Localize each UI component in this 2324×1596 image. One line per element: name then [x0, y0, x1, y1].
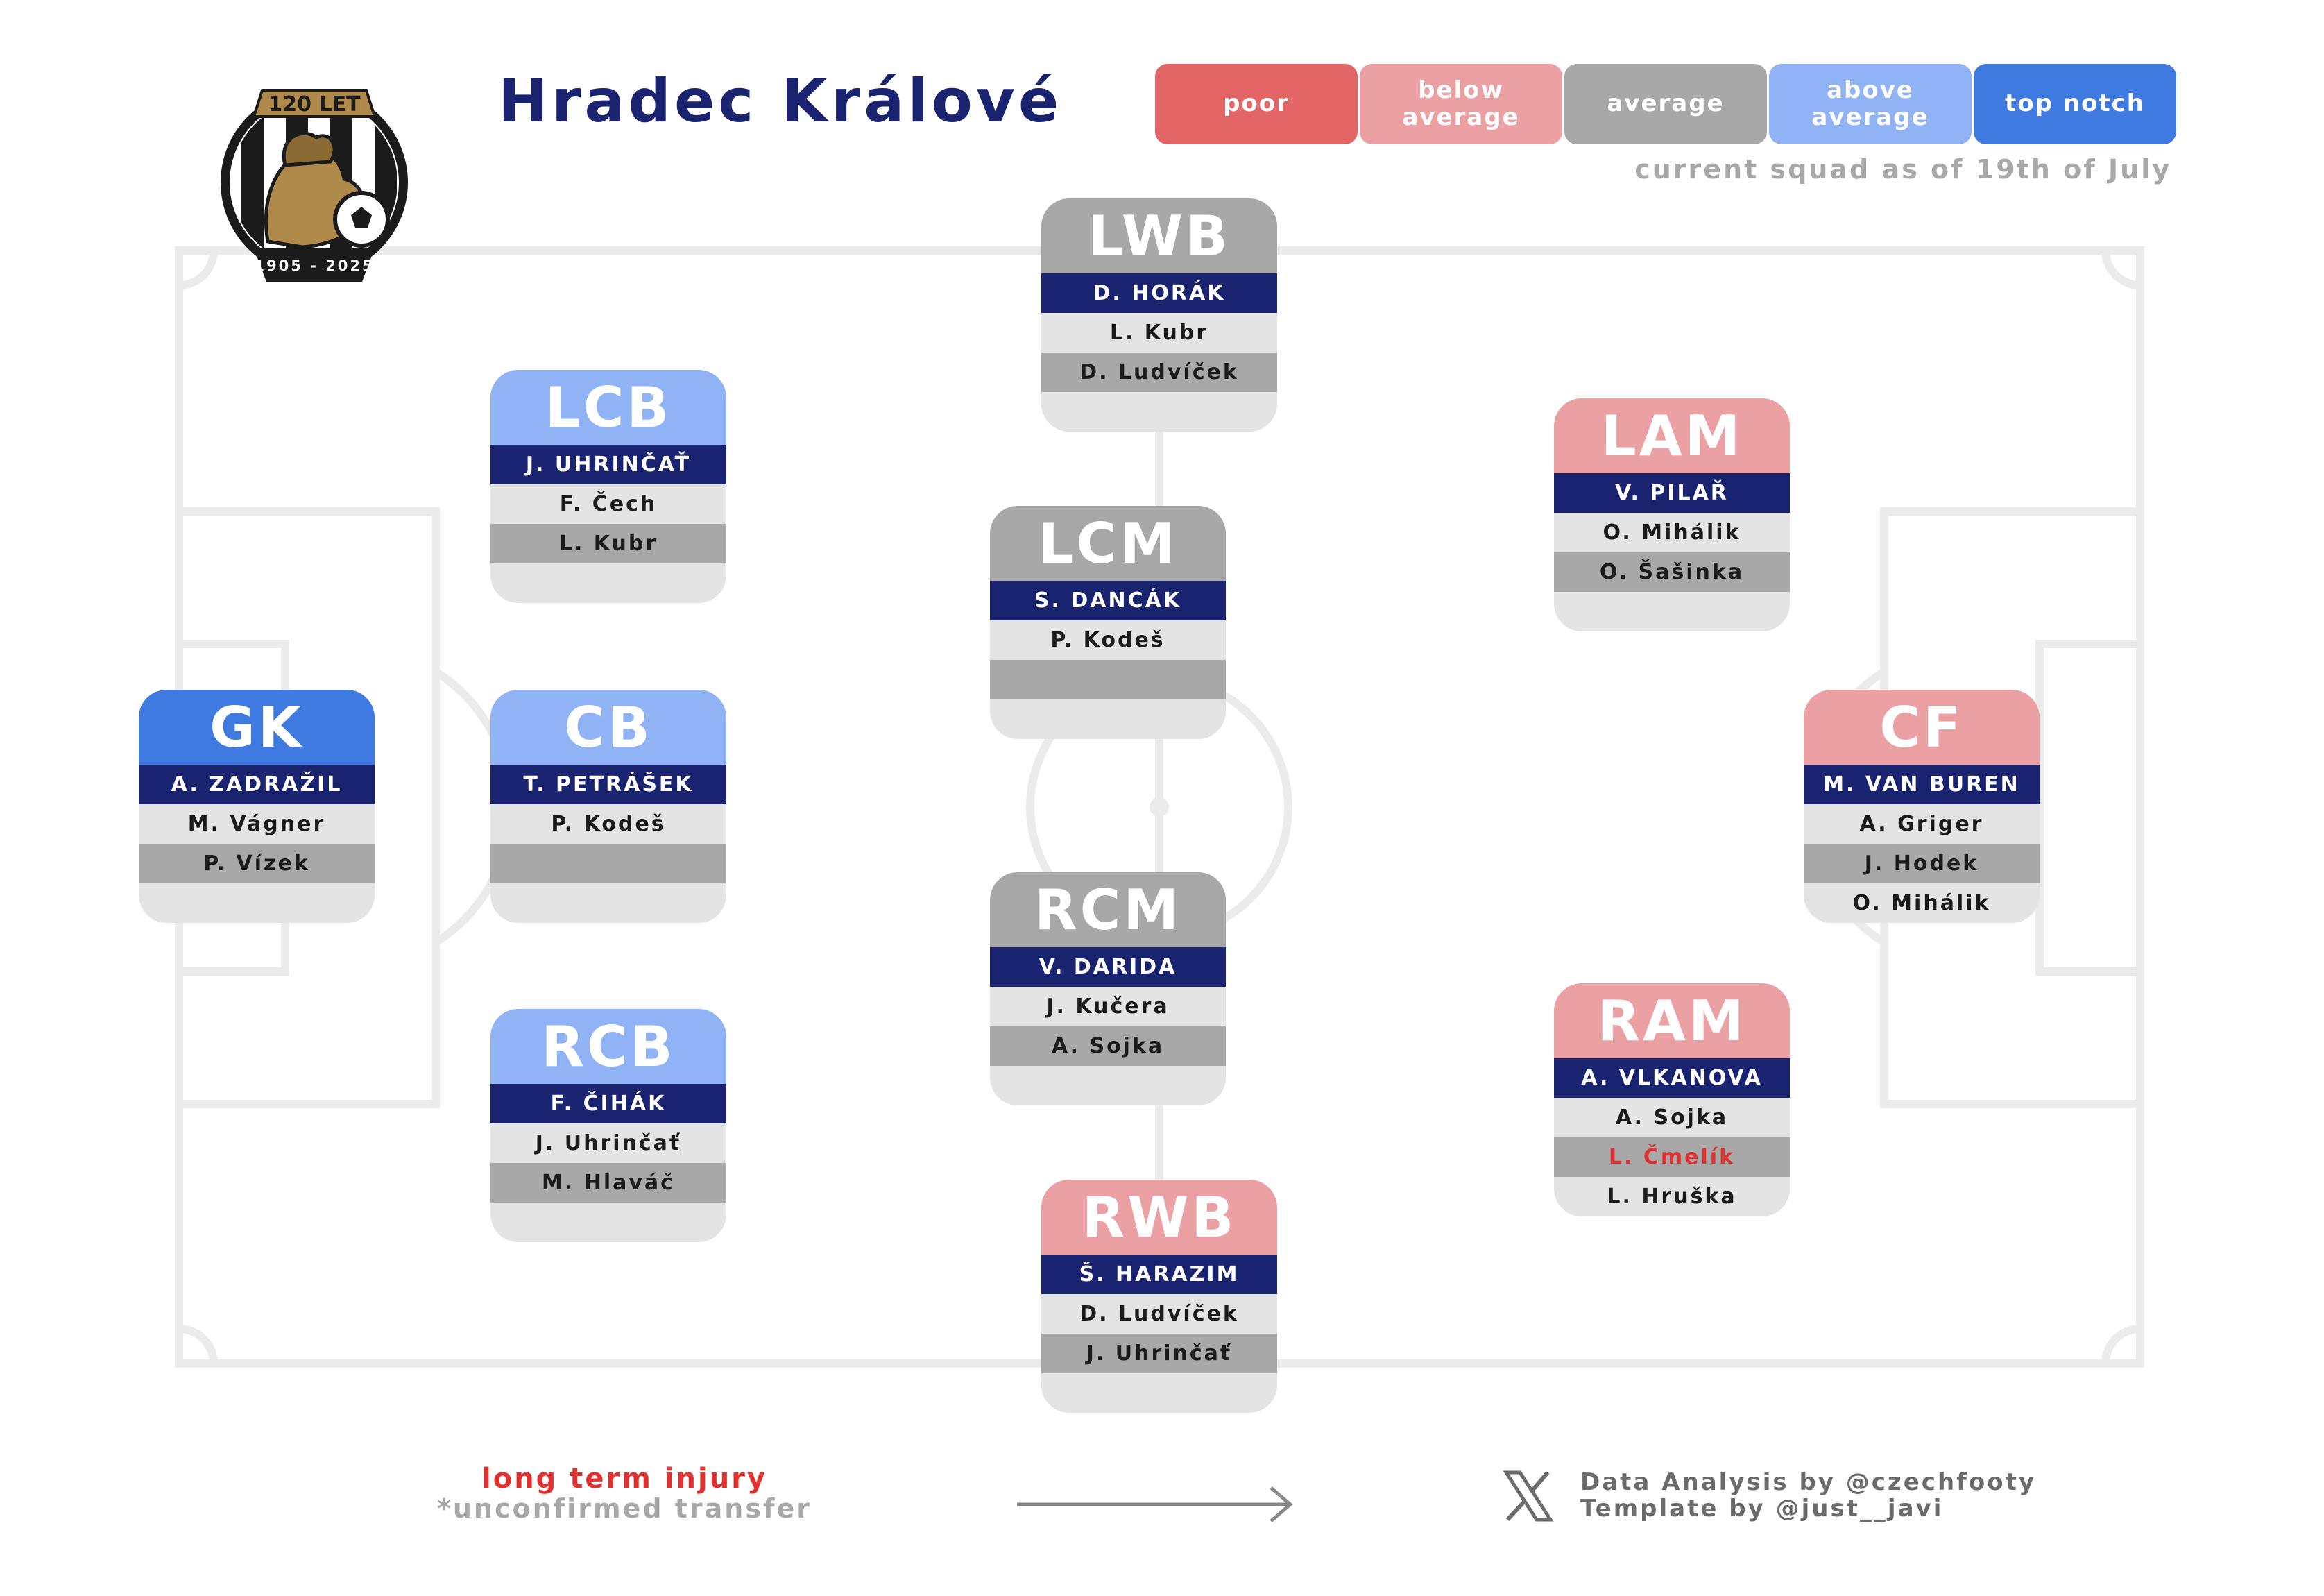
position-card-cb	[490, 690, 726, 923]
backup-player: J. Kučera	[990, 987, 1226, 1026]
starter-player: V. DARIDA	[990, 947, 1226, 987]
crest-bottom-text: 1905 - 2025	[254, 257, 375, 274]
backup-player: O. Mihálik	[1804, 883, 2040, 923]
template-credit: Template by @just__javi	[1580, 1495, 1944, 1522]
backup-player: L. Kubr	[490, 524, 726, 563]
backup-player: L. Čmelík	[1554, 1137, 1790, 1177]
backup-player: M. Vágner	[139, 804, 375, 844]
position-label: LWB	[1041, 198, 1277, 273]
card-footer	[490, 1203, 726, 1242]
starter-player: F. ČIHÁK	[490, 1084, 726, 1123]
position-card-cf	[1804, 690, 2040, 923]
starter-player: D. HORÁK	[1041, 273, 1277, 313]
backup-player: D. Ludvíček	[1041, 353, 1277, 392]
legend-item-average: average	[1564, 64, 1767, 144]
backup-player: F. Čech	[490, 484, 726, 524]
unconfirmed-legend-label: *unconfirmed transfer	[436, 1493, 812, 1524]
backup-player: O. Šašinka	[1554, 552, 1790, 592]
crest-top-text: 120 LET	[268, 92, 361, 117]
card-footer	[1041, 1373, 1277, 1413]
x-logo-icon	[1502, 1470, 1555, 1522]
backup-player: J. Hodek	[1804, 844, 2040, 883]
position-card-rcb	[490, 1009, 726, 1242]
starter-player: V. PILAŘ	[1554, 473, 1790, 513]
position-card-rcm	[990, 872, 1226, 1105]
card-footer	[1554, 592, 1790, 631]
backup-player: L. Hruška	[1554, 1177, 1790, 1216]
starter-player: M. VAN BUREN	[1804, 765, 2040, 804]
injury-legend-label: long term injury	[481, 1463, 767, 1495]
starter-player: A. VLKANOVA	[1554, 1058, 1790, 1098]
squad-date-subtitle: current squad as of 19th of July	[1634, 154, 2171, 185]
backup-player: M. Hlaváč	[490, 1163, 726, 1203]
card-footer	[1041, 392, 1277, 432]
position-label: LAM	[1554, 398, 1790, 473]
backup-player: O. Mihálik	[1554, 513, 1790, 552]
position-card-lam	[1554, 398, 1790, 631]
legend-item-below-average: below average	[1360, 64, 1562, 144]
backup-player: J. Uhrinčať	[490, 1123, 726, 1163]
backup-player: A. Sojka	[990, 1026, 1226, 1066]
card-footer	[490, 563, 726, 603]
card-footer	[490, 883, 726, 923]
position-label: LCM	[990, 506, 1226, 581]
position-card-lcb	[490, 370, 726, 603]
backup-player	[990, 660, 1226, 699]
backup-player: A. Griger	[1804, 804, 2040, 844]
position-label: RCB	[490, 1009, 726, 1084]
backup-player: P. Kodeš	[490, 804, 726, 844]
position-label: RAM	[1554, 983, 1790, 1058]
backup-player: P. Kodeš	[990, 620, 1226, 660]
position-label: RWB	[1041, 1180, 1277, 1255]
starter-player: A. ZADRAŽIL	[139, 765, 375, 804]
starter-player: J. UHRINČAŤ	[490, 445, 726, 484]
card-footer	[990, 699, 1226, 739]
legend-item-above-average: above average	[1769, 64, 1972, 144]
legend-item-poor: poor	[1155, 64, 1358, 144]
club-crest-logo	[219, 61, 409, 290]
starter-player: S. DANCÁK	[990, 581, 1226, 620]
page-title: Hradec Králové	[498, 67, 1063, 136]
starter-player: Š. HARAZIM	[1041, 1255, 1277, 1294]
rating-legend	[1155, 64, 2176, 144]
position-label: GK	[139, 690, 375, 765]
position-card-ram	[1554, 983, 1790, 1216]
position-label: LCB	[490, 370, 726, 445]
card-footer	[139, 883, 375, 923]
backup-player: D. Ludvíček	[1041, 1294, 1277, 1334]
arrow-right-icon	[1013, 1484, 1297, 1525]
position-card-lcm	[990, 506, 1226, 739]
position-label: CB	[490, 690, 726, 765]
backup-player: L. Kubr	[1041, 313, 1277, 353]
card-footer	[990, 1066, 1226, 1105]
position-card-lwb	[1041, 198, 1277, 432]
backup-player: A. Sojka	[1554, 1098, 1790, 1137]
backup-player: J. Uhrinčať	[1041, 1334, 1277, 1373]
backup-player: P. Vízek	[139, 844, 375, 883]
position-card-rwb	[1041, 1180, 1277, 1413]
position-card-gk	[139, 690, 375, 923]
data-credit: Data Analysis by @czechfooty	[1580, 1468, 2037, 1496]
legend-item-top-notch: top notch	[1974, 64, 2176, 144]
position-label: RCM	[990, 872, 1226, 947]
backup-player	[490, 844, 726, 883]
starter-player: T. PETRÁŠEK	[490, 765, 726, 804]
position-label: CF	[1804, 690, 2040, 765]
